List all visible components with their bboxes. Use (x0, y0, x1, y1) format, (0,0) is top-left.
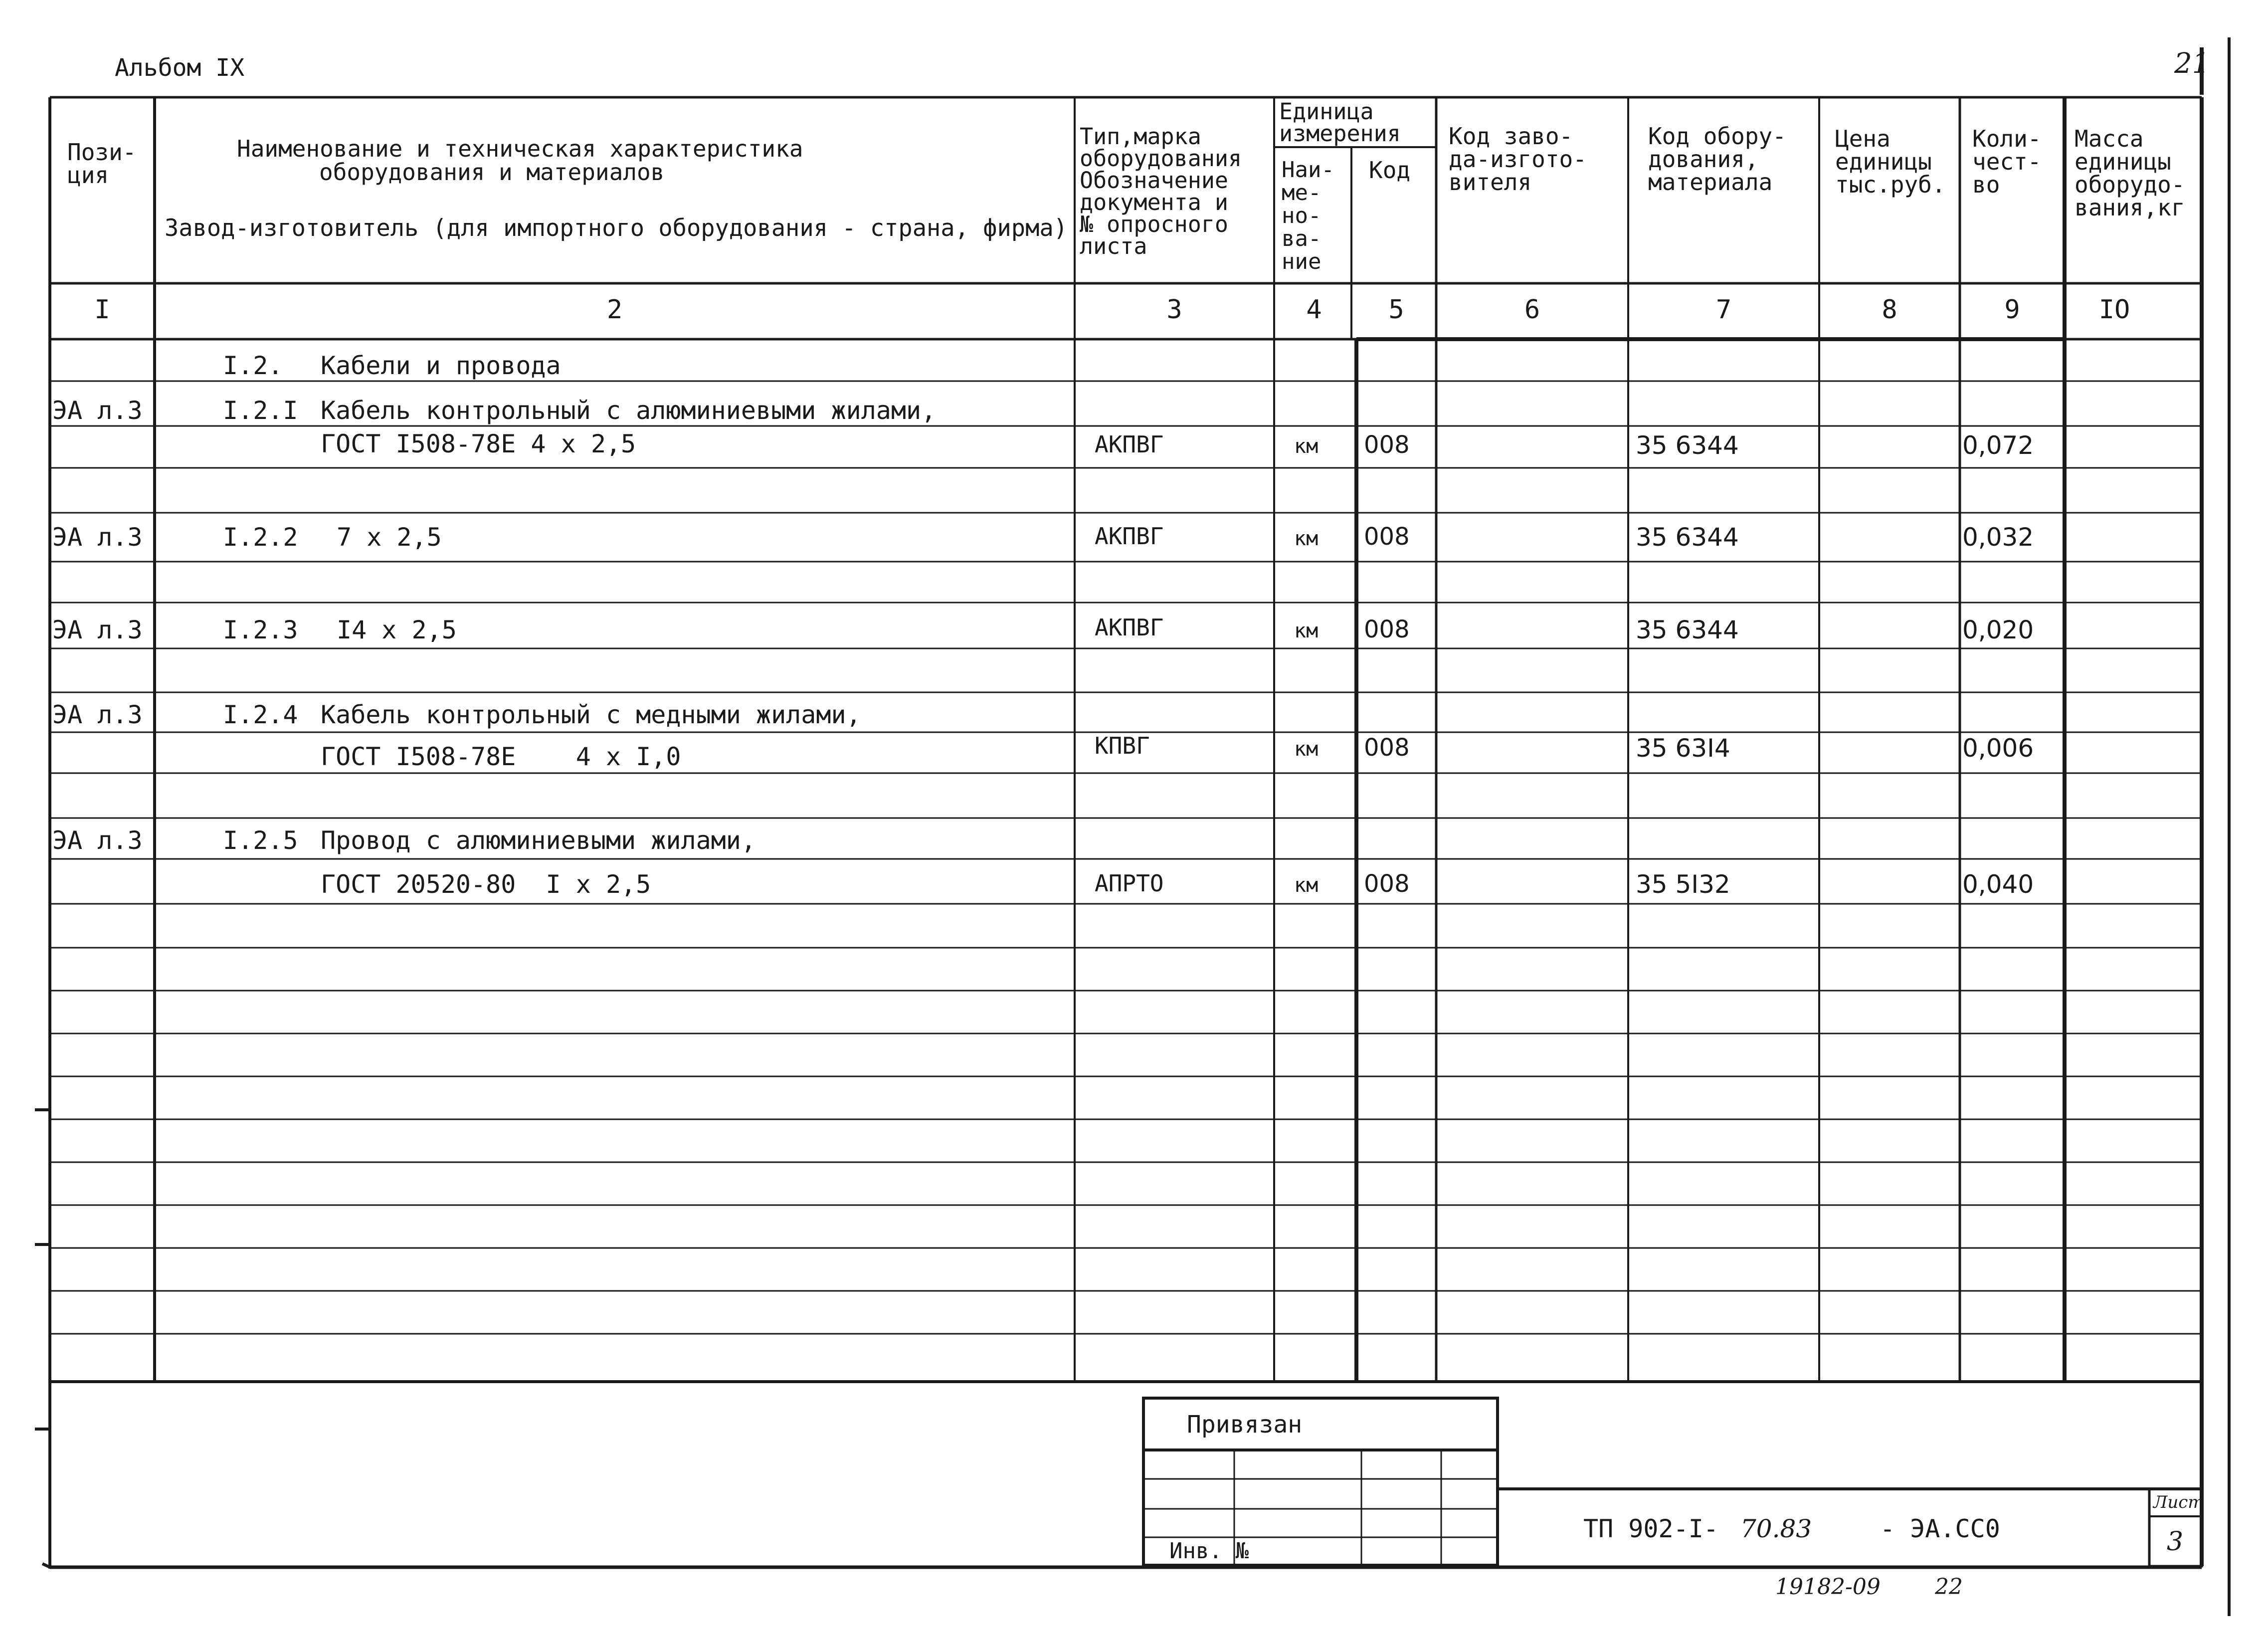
header-unit-name: Наи- ме- но- ва- ние (1282, 157, 1334, 274)
row-1-position: ЭА л.3 (52, 396, 143, 425)
col-number-4: 4 (1306, 295, 1322, 325)
archive-number-suffix: 22 (1935, 1574, 1963, 1600)
row-5-position: ЭА л.3 (52, 826, 143, 855)
row-4-name: Кабель контрольный с медными жилами, (321, 700, 861, 729)
col-number-10: IO (2098, 295, 2130, 325)
row-4-quantity: 0,006 (1962, 734, 2034, 763)
col-number-5: 5 (1388, 295, 1404, 325)
section-number: I.2. (223, 351, 283, 380)
col-number-1: I (94, 295, 110, 325)
header-maker-code: Код заво- да-изгото- вителя (1449, 123, 1587, 196)
row-1-code: 008 (1364, 431, 1410, 459)
row-5-equipment-code: 35 5I32 (1636, 870, 1730, 899)
row-2-name: 7 х 2,5 (337, 523, 442, 552)
col-number-6: 6 (1524, 295, 1540, 325)
row-4-equipment-code: 35 63I4 (1636, 734, 1730, 763)
row-1-equipment-code: 35 6344 (1636, 431, 1739, 460)
row-1-quantity: 0,072 (1962, 431, 2034, 460)
row-4-code: 008 (1364, 734, 1410, 762)
row-5-quantity: 0,040 (1962, 870, 2034, 899)
col-number-9: 9 (2004, 295, 2020, 325)
row-3-equipment-code: 35 6344 (1636, 616, 1739, 644)
row-5-code: 008 (1364, 870, 1410, 898)
header-unit: Единица измерения (1279, 98, 1401, 147)
section-title: Кабели и провода (321, 351, 561, 380)
document-code-suffix: - ЭА.СС0 (1880, 1514, 2000, 1543)
row-2-number: I.2.2 (223, 523, 298, 552)
row-4-unit: км (1294, 738, 1319, 761)
header-quantity: Коли- чест- во (1972, 125, 2042, 198)
row-4-type: КПВГ (1095, 732, 1150, 759)
row-3-code: 008 (1364, 616, 1410, 643)
document-code-number: 70.83 (1740, 1514, 1812, 1543)
header-position: Пози- ция (67, 139, 137, 189)
row-1-type: АКПВГ (1095, 431, 1164, 458)
row-3-number: I.2.3 (223, 616, 298, 644)
album-label: Альбом IX (115, 54, 245, 82)
row-4-name-line2: ГОСТ I508-78Е 4 х I,0 (321, 742, 681, 771)
row-2-unit: км (1294, 527, 1319, 550)
header-unit-code: Код (1369, 157, 1411, 184)
header-price: Цена единицы тыс.руб. (1835, 125, 1946, 198)
row-2-code: 008 (1364, 523, 1410, 551)
header-mass: Масса единицы оборудо- вания,кг (2075, 125, 2185, 221)
header-name-line3: Завод-изготовитель (для импортного оборудования - страна, фирма) (165, 214, 1068, 242)
stamp-bound-label: Привязан (1187, 1411, 1303, 1439)
stamp-inventory-label: Инв. № (1169, 1538, 1249, 1564)
row-2-equipment-code: 35 6344 (1636, 523, 1739, 552)
row-3-position: ЭА л.3 (52, 616, 143, 644)
header-name-line1: Наименование и техническая характеристика (237, 135, 803, 162)
sheet-label: Лист (2153, 1492, 2204, 1512)
row-1-unit: км (1294, 435, 1319, 458)
row-1-name-line2: ГОСТ I508-78Е 4 х 2,5 (321, 429, 636, 458)
row-3-unit: км (1294, 619, 1319, 642)
row-4-position: ЭА л.3 (52, 700, 143, 729)
row-1-name: Кабель контрольный с алюминиевыми жилами, (321, 396, 937, 425)
header-type: Тип,марка оборудования Обозначение документа и № опросного листа (1080, 123, 1242, 259)
row-2-quantity: 0,032 (1962, 523, 2034, 552)
row-5-name: Провод с алюминиевыми жилами, (321, 826, 756, 855)
col-number-2: 2 (606, 295, 623, 325)
col-number-3: 3 (1166, 295, 1182, 325)
row-2-type: АКПВГ (1095, 523, 1164, 550)
row-3-type: АКПВГ (1095, 614, 1164, 641)
archive-number: 19182-09 (1775, 1574, 1881, 1600)
header-name-line2: оборудования и материалов (319, 159, 665, 186)
col-number-8: 8 (1882, 295, 1897, 325)
page-number: 21 (2174, 47, 2210, 80)
row-5-name-line2: ГОСТ 20520-80 I х 2,5 (321, 870, 651, 899)
header-equipment-code: Код обору- дования, материала (1648, 123, 1786, 196)
row-5-number: I.2.5 (223, 826, 298, 855)
row-2-position: ЭА л.3 (52, 523, 143, 552)
sheet-number: 3 (2167, 1527, 2184, 1557)
row-3-name: I4 х 2,5 (337, 616, 457, 644)
col-number-7: 7 (1715, 295, 1732, 325)
document-code-prefix: ТП 902-I- (1583, 1514, 1718, 1543)
row-4-number: I.2.4 (223, 700, 298, 729)
row-5-type: АПРТО (1095, 870, 1164, 897)
row-3-quantity: 0,020 (1962, 616, 2034, 644)
row-5-unit: км (1294, 874, 1319, 897)
row-1-number: I.2.I (223, 396, 298, 425)
